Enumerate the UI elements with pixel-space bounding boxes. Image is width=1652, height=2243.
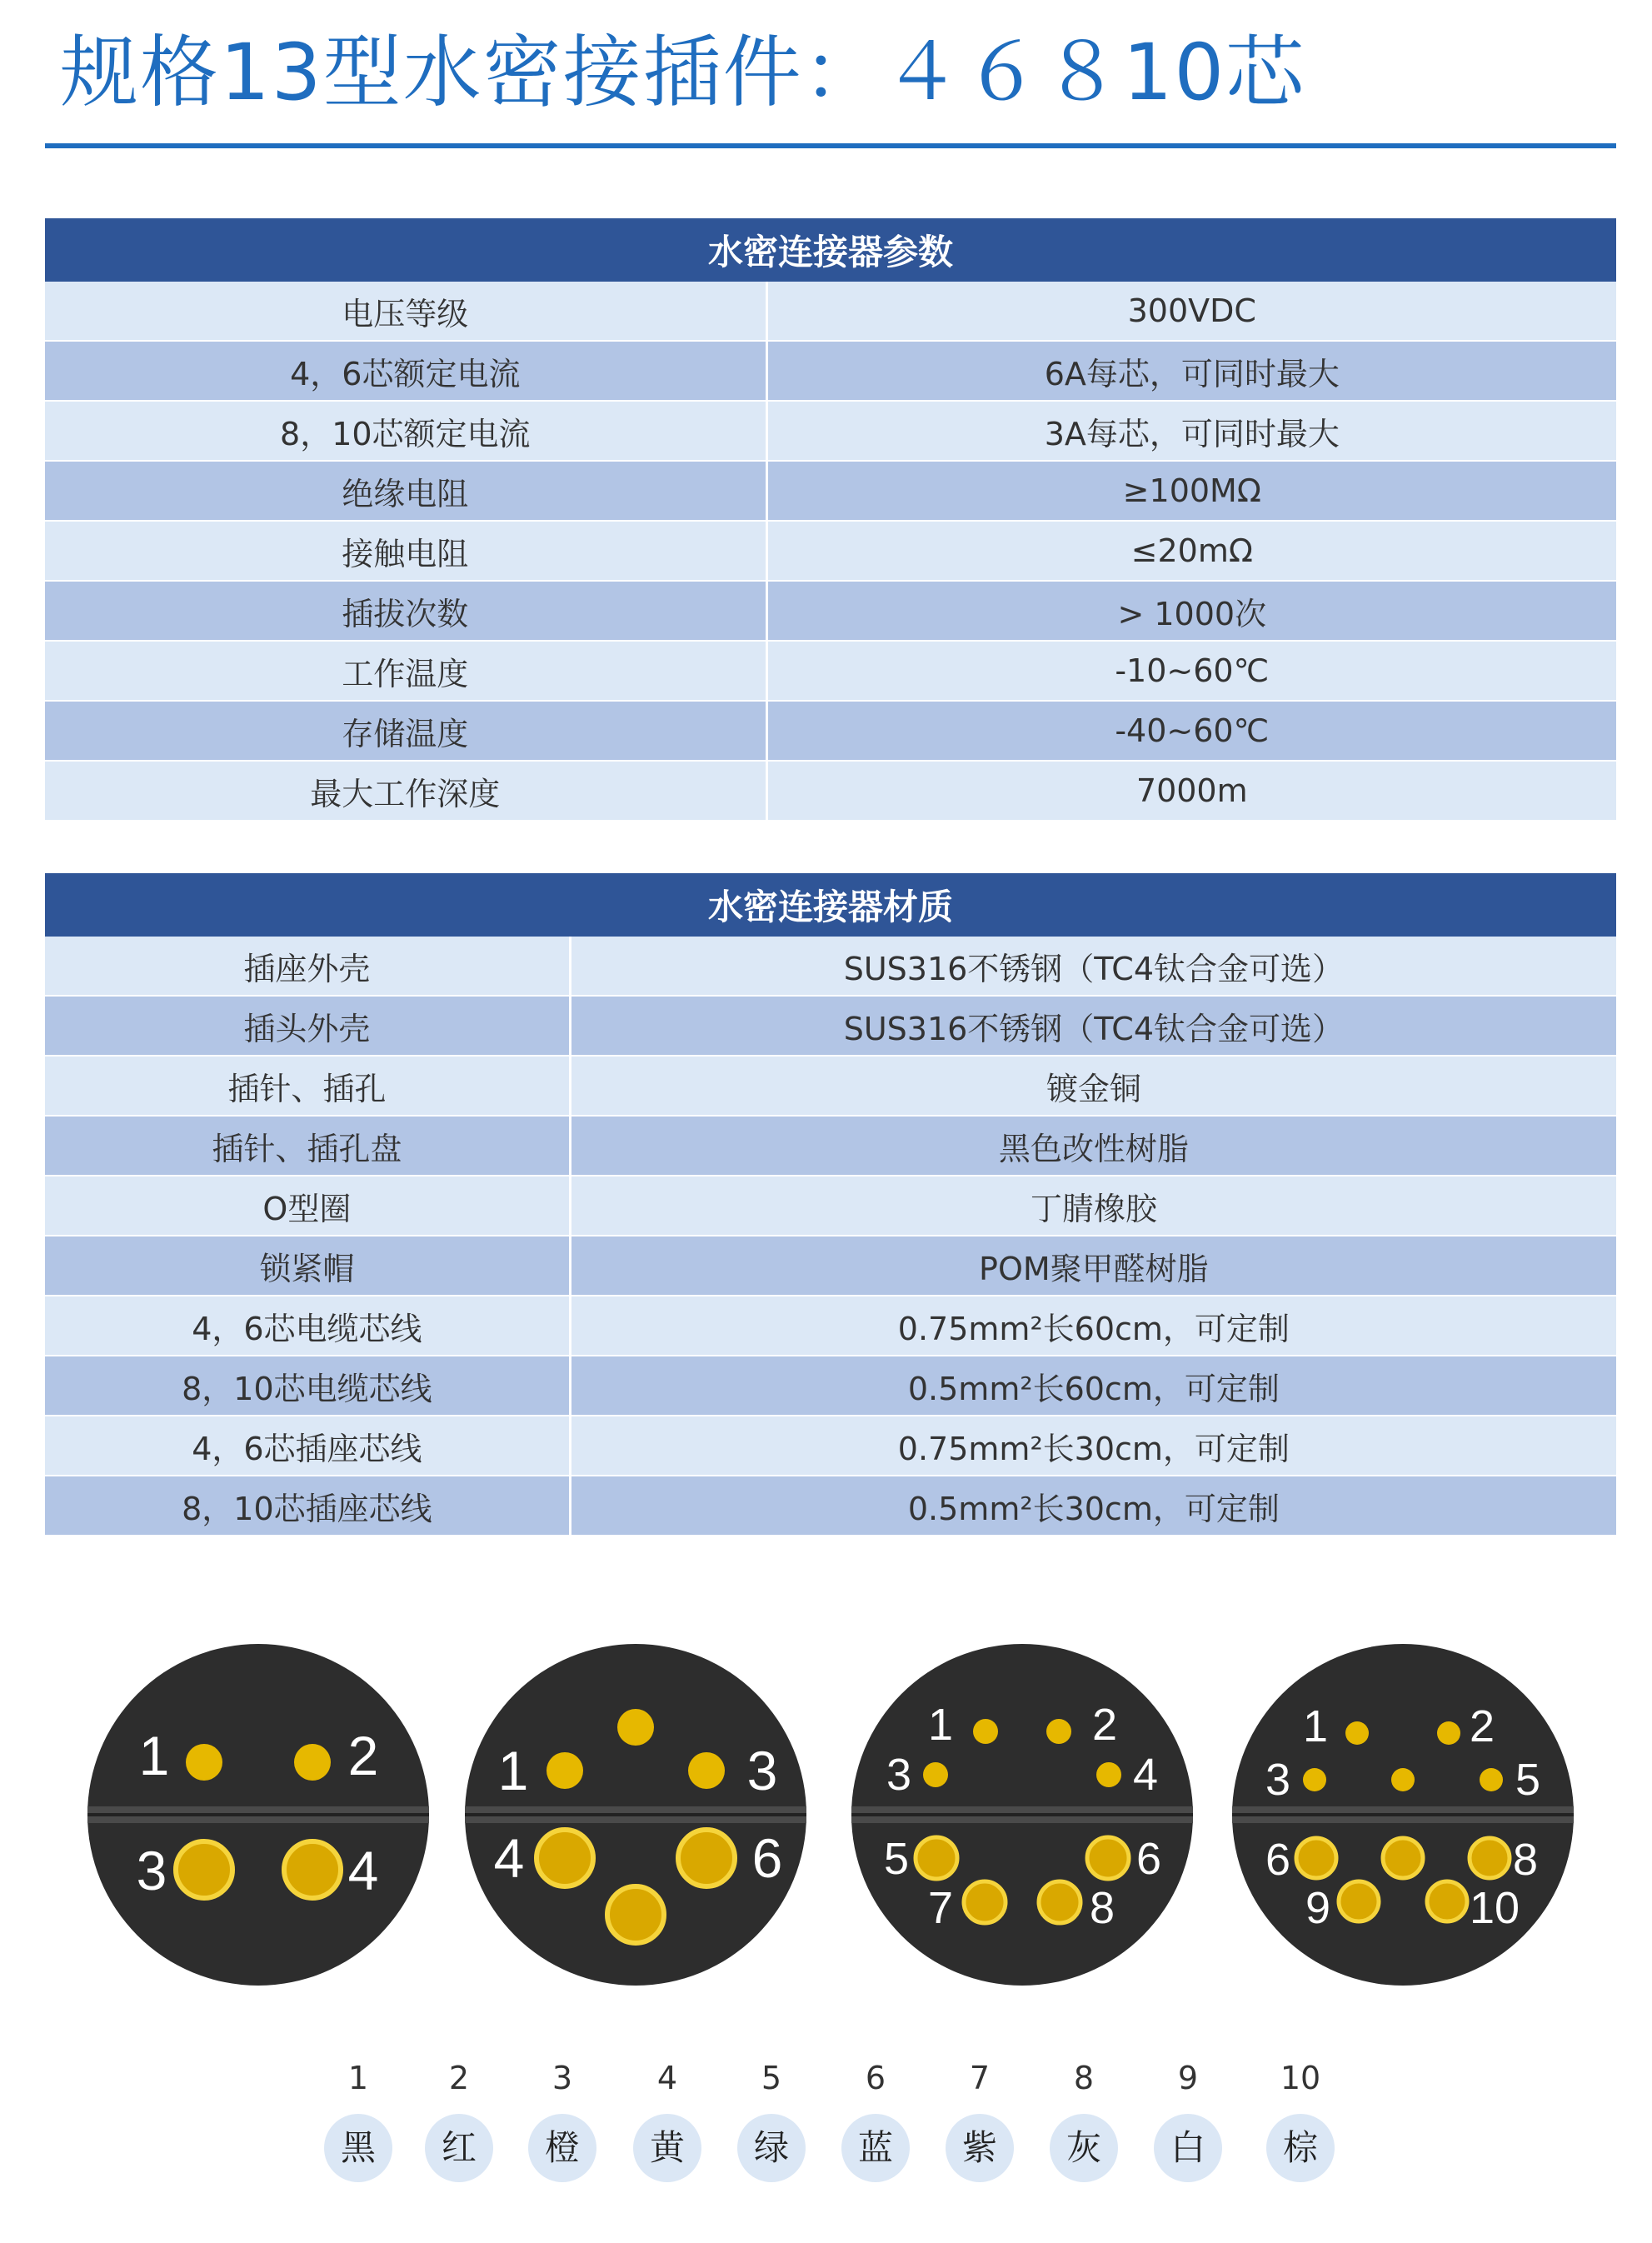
legend-number: 6 <box>865 2060 886 2096</box>
table-row <box>45 461 1616 521</box>
param-value: ≥100MΩ <box>766 461 1616 521</box>
pin-3 <box>923 1762 948 1787</box>
param-label: 存储温度 <box>45 701 766 761</box>
table-row <box>45 641 1616 701</box>
socket-9 <box>1339 1881 1379 1921</box>
table-row <box>45 996 1616 1056</box>
pin-label: 4 <box>493 1827 525 1889</box>
socket-7 <box>1383 1838 1423 1878</box>
legend-color-purple: 紫 <box>946 2114 1014 2182</box>
legend-number: 1 <box>347 2060 369 2096</box>
param-label: 最大工作深度 <box>45 761 766 821</box>
legend-color-white: 白 <box>1154 2114 1222 2182</box>
material-value: 0.5mm²长30cm，可定制 <box>570 1476 1616 1536</box>
pin-label: 1 <box>1302 1701 1329 1751</box>
connector-4-pin-svg <box>83 1640 433 1990</box>
socket-4 <box>537 1830 593 1886</box>
param-label: 工作温度 <box>45 641 766 701</box>
table-row <box>45 401 1616 461</box>
param-value: 7000m <box>766 761 1616 821</box>
socket-10 <box>1427 1881 1467 1921</box>
pin-label: 6 <box>1265 1835 1291 1885</box>
material-value: 镀金铜 <box>570 1056 1616 1116</box>
table-row <box>45 701 1616 761</box>
title-divider <box>45 143 1616 148</box>
materials-table <box>45 873 1616 1536</box>
pin-1 <box>973 1719 998 1744</box>
material-value: SUS316不锈钢（TC4钛合金可选） <box>570 996 1616 1056</box>
material-value: 丁腈橡胶 <box>570 1176 1616 1236</box>
param-value: > 1000次 <box>766 581 1616 641</box>
table-row <box>45 282 1616 341</box>
material-label: 插针、插孔盘 <box>45 1116 570 1176</box>
material-value: 0.75mm²长30cm，可定制 <box>570 1416 1616 1476</box>
material-label: 锁紧帽 <box>45 1236 570 1296</box>
pin-4 <box>1391 1768 1415 1791</box>
pin-label: 3 <box>1265 1755 1291 1805</box>
connector-8-pin-svg <box>847 1640 1197 1990</box>
legend-color-brown: 棕 <box>1266 2114 1335 2182</box>
legend-number: 5 <box>761 2060 782 2096</box>
legend-color-orange: 橙 <box>528 2114 596 2182</box>
legend-number: 9 <box>1177 2060 1199 2096</box>
socket-6 <box>1296 1838 1336 1878</box>
param-label: 电压等级 <box>45 282 766 341</box>
pin-3 <box>1303 1768 1326 1791</box>
table-row <box>45 1176 1616 1236</box>
param-value: 6A每芯，可同时最大 <box>766 341 1616 401</box>
materials-header: 水密连接器材质 <box>45 873 1616 937</box>
param-label: 插拔次数 <box>45 581 766 641</box>
pin-2 <box>1046 1719 1071 1744</box>
pin-1 <box>186 1744 222 1781</box>
pin-2 <box>294 1744 331 1781</box>
param-value: 3A每芯，可同时最大 <box>766 401 1616 461</box>
param-value: 300VDC <box>766 282 1616 341</box>
legend-number: 4 <box>656 2060 678 2096</box>
pin-label: 3 <box>746 1740 778 1801</box>
material-label: 4，6芯插座芯线 <box>45 1416 570 1476</box>
table-row <box>45 341 1616 401</box>
page-title: 规格13型水密接插件：４６８10芯 <box>60 27 1306 118</box>
pin-3 <box>688 1752 725 1789</box>
param-label: 8，10芯额定电流 <box>45 401 766 461</box>
material-label: 插头外壳 <box>45 996 570 1056</box>
table-row <box>45 1476 1616 1536</box>
pin-4 <box>1096 1762 1121 1787</box>
pin-label: 9 <box>1305 1883 1331 1933</box>
table-row <box>45 581 1616 641</box>
pin-2 <box>1437 1721 1460 1745</box>
table-row <box>45 1296 1616 1356</box>
socket-8 <box>1470 1838 1510 1878</box>
legend-color-green: 绿 <box>737 2114 806 2182</box>
parameters-table <box>45 218 1616 822</box>
material-value: 黑色改性树脂 <box>570 1116 1616 1176</box>
table-row <box>45 1236 1616 1296</box>
pin-label: 6 <box>751 1827 783 1889</box>
param-label: 4，6芯额定电流 <box>45 341 766 401</box>
legend-color-red: 红 <box>425 2114 493 2182</box>
pin-2 <box>617 1709 654 1746</box>
legend-number: 8 <box>1073 2060 1095 2096</box>
pin-label: 10 <box>1469 1883 1520 1933</box>
pin-label: 5 <box>1515 1755 1541 1805</box>
pin-label: 2 <box>1469 1701 1495 1751</box>
legend-color-black: 黑 <box>324 2114 392 2182</box>
socket-4 <box>284 1841 341 1898</box>
pin-label: 5 <box>883 1834 910 1884</box>
pin-label: 8 <box>1512 1835 1539 1885</box>
pin-label: 3 <box>136 1840 167 1901</box>
material-label: 插座外壳 <box>45 937 570 996</box>
param-label: 接触电阻 <box>45 521 766 581</box>
table-row <box>45 761 1616 821</box>
socket-5 <box>607 1886 664 1943</box>
socket-5 <box>916 1837 957 1879</box>
pin-1 <box>547 1752 583 1789</box>
pin-label: 3 <box>886 1750 912 1800</box>
pin-label: 7 <box>927 1883 954 1933</box>
material-value: POM聚甲醛树脂 <box>570 1236 1616 1296</box>
param-value: ≤20mΩ <box>766 521 1616 581</box>
table-row <box>45 937 1616 996</box>
material-label: O型圈 <box>45 1176 570 1236</box>
table-row <box>45 1356 1616 1416</box>
table-row <box>45 1056 1616 1116</box>
pin-1 <box>1345 1721 1369 1745</box>
connector-10-pin-svg <box>1228 1640 1578 1990</box>
connector-10-pin-face <box>1228 1640 1578 1990</box>
material-label: 8，10芯电缆芯线 <box>45 1356 570 1416</box>
legend-number: 7 <box>969 2060 991 2096</box>
pin-label: 4 <box>347 1840 379 1901</box>
legend-color-blue: 蓝 <box>841 2114 910 2182</box>
material-label: 插针、插孔 <box>45 1056 570 1116</box>
pin-label: 2 <box>347 1725 379 1786</box>
param-value: -10~60℃ <box>766 641 1616 701</box>
connector-8-pin-face <box>847 1640 1197 1990</box>
legend-number: 2 <box>448 2060 470 2096</box>
material-label: 4，6芯电缆芯线 <box>45 1296 570 1356</box>
parameters-header: 水密连接器参数 <box>45 218 1616 282</box>
socket-3 <box>176 1841 232 1898</box>
pin-label: 8 <box>1089 1883 1115 1933</box>
pin-label: 6 <box>1135 1834 1162 1884</box>
legend-number: 10 <box>1280 2060 1321 2096</box>
connector-6-pin-svg <box>461 1640 811 1990</box>
pin-5 <box>1480 1768 1503 1791</box>
material-label: 8，10芯插座芯线 <box>45 1476 570 1536</box>
material-value: SUS316不锈钢（TC4钛合金可选） <box>570 937 1616 996</box>
table-row <box>45 521 1616 581</box>
legend-color-gray: 灰 <box>1050 2114 1118 2182</box>
material-value: 0.5mm²长60cm，可定制 <box>570 1356 1616 1416</box>
legend-number: 3 <box>551 2060 573 2096</box>
param-value: -40~60℃ <box>766 701 1616 761</box>
table-row <box>45 1116 1616 1176</box>
socket-7 <box>964 1881 1006 1923</box>
pin-label: 1 <box>497 1740 529 1801</box>
legend-color-yellow: 黄 <box>633 2114 701 2182</box>
socket-6 <box>678 1830 735 1886</box>
connector-6-pin-face <box>461 1640 811 1990</box>
connector-4-pin-face <box>83 1640 433 1990</box>
param-label: 绝缘电阻 <box>45 461 766 521</box>
socket-6 <box>1087 1837 1129 1879</box>
pin-label: 1 <box>138 1725 170 1786</box>
material-value: 0.75mm²长60cm，可定制 <box>570 1296 1616 1356</box>
socket-8 <box>1039 1881 1081 1923</box>
table-row <box>45 1416 1616 1476</box>
pin-label: 1 <box>927 1700 954 1750</box>
pin-label: 2 <box>1091 1700 1118 1750</box>
pin-label: 4 <box>1132 1750 1159 1800</box>
